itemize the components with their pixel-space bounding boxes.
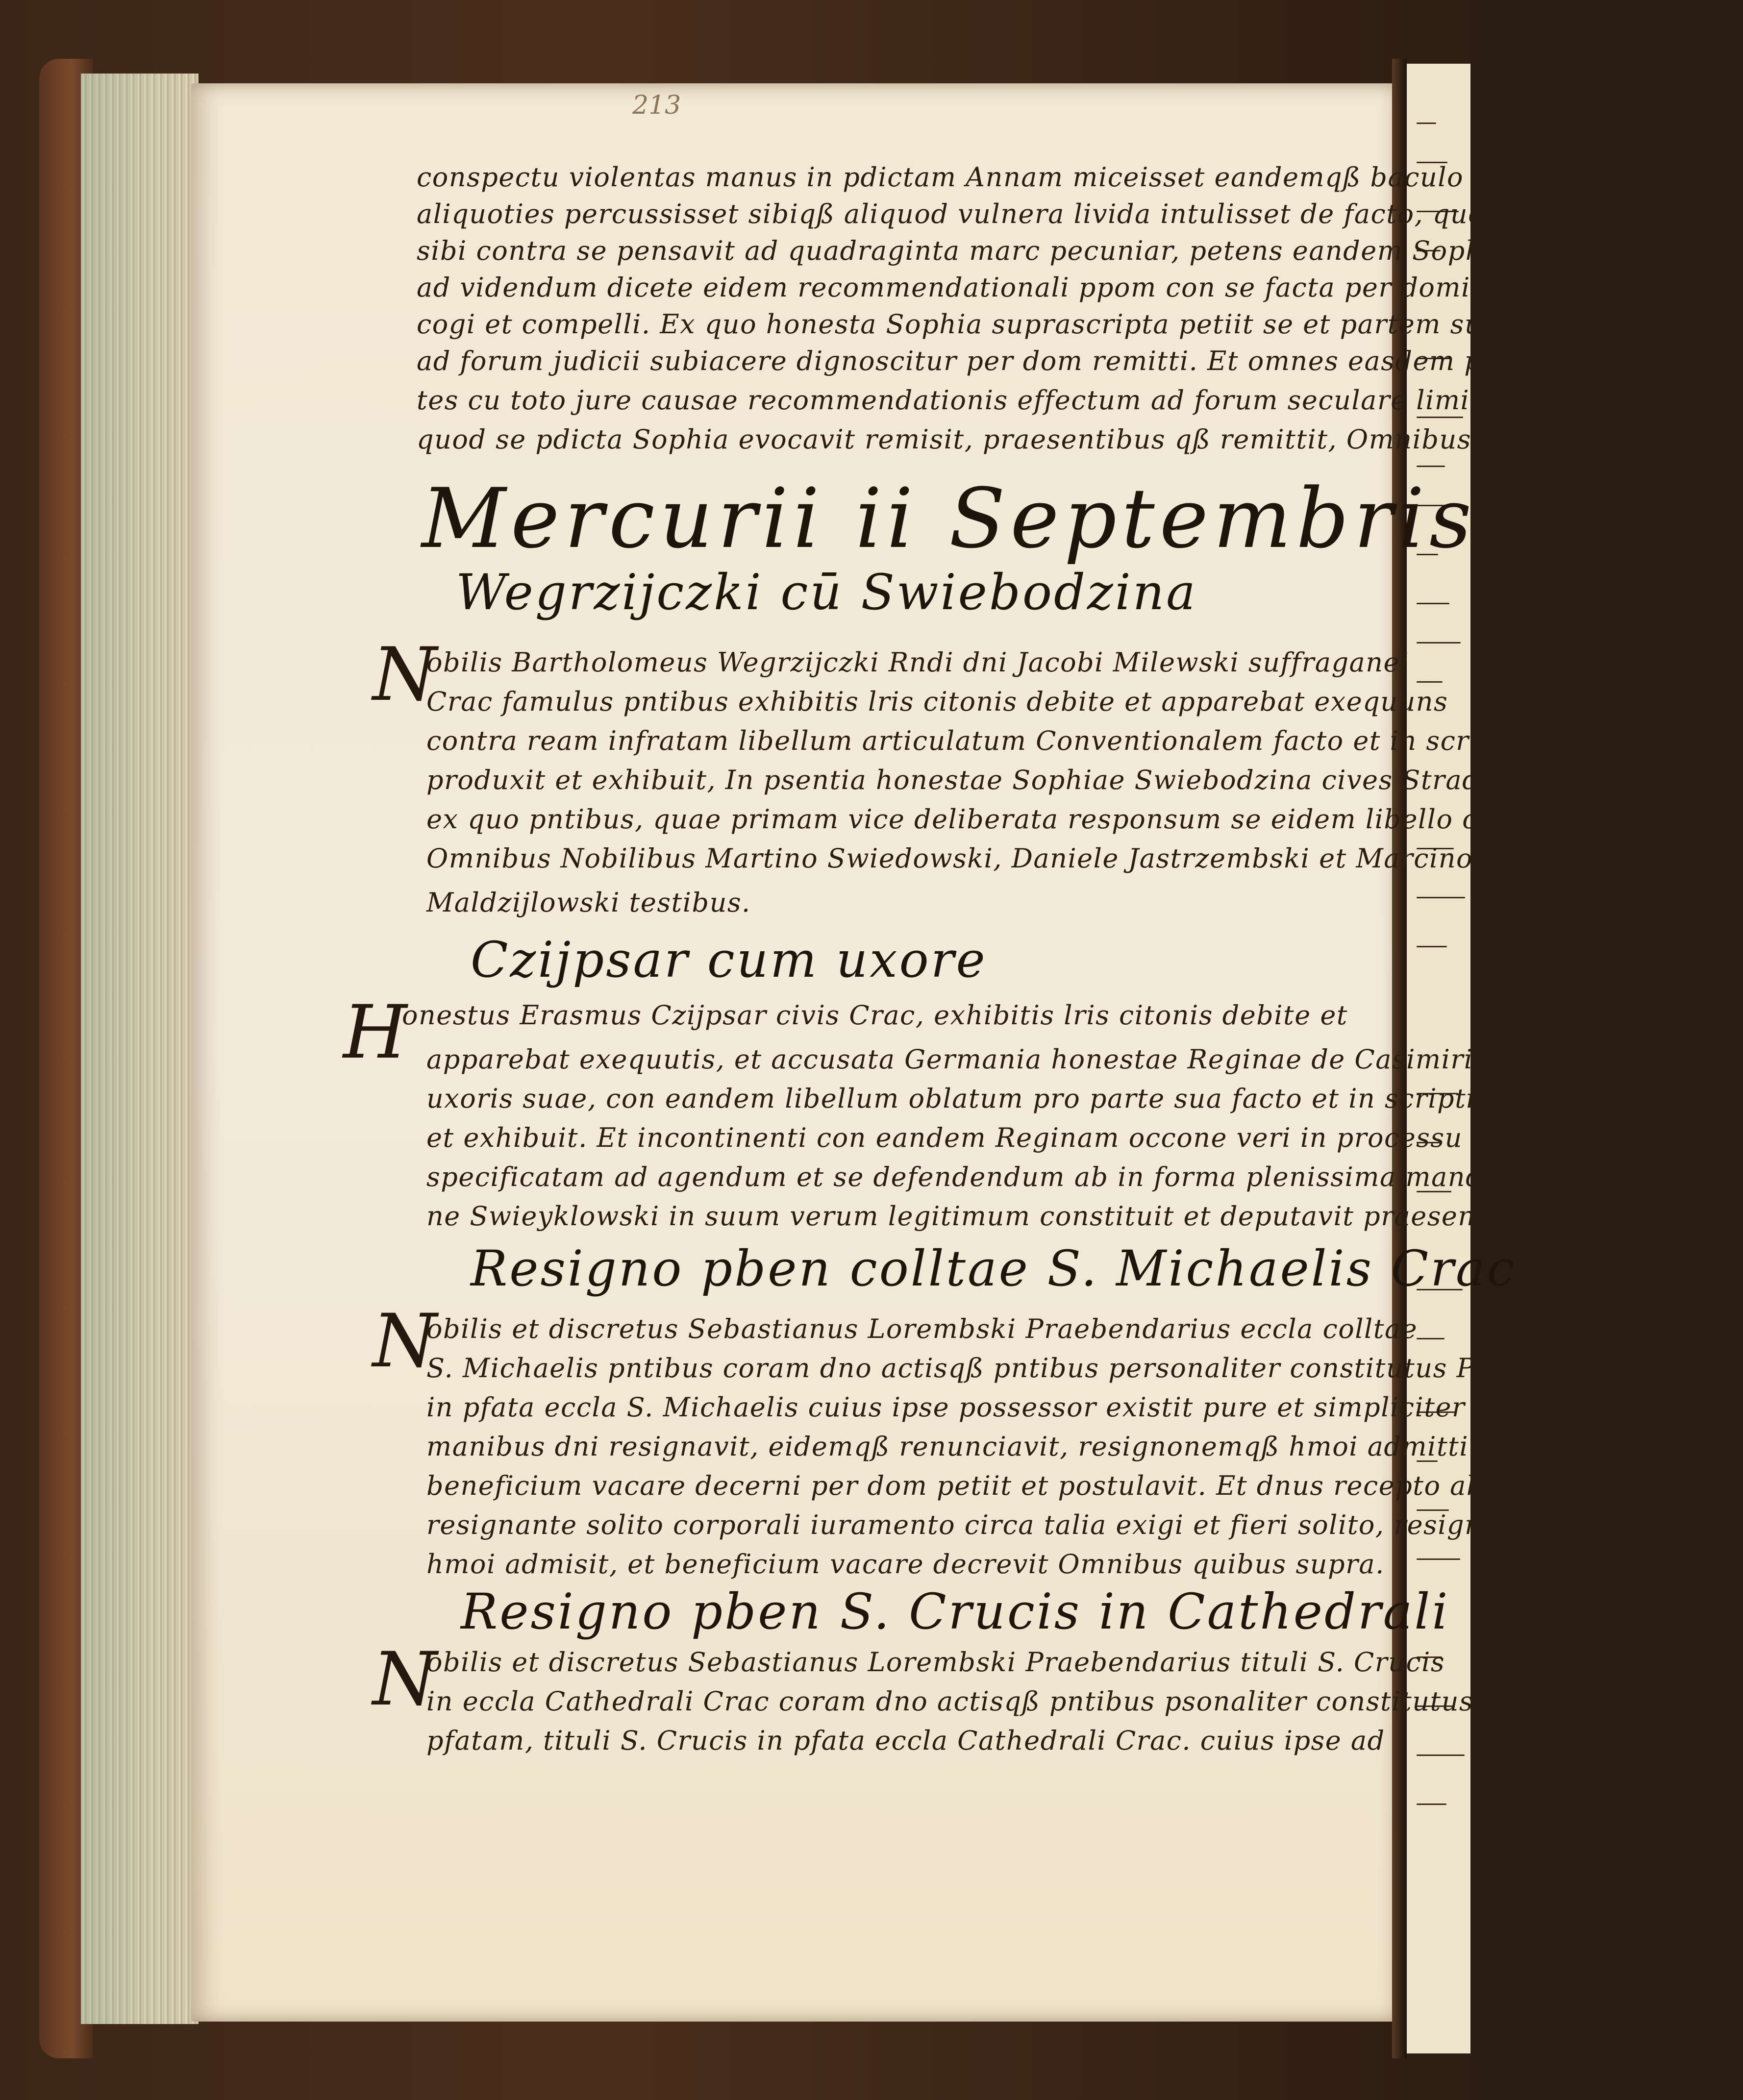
facing-page-script-stroke [1417, 642, 1466, 653]
text-line: uxoris suae, con eandem libellum oblatum pro parte sua facto et in scriptis porrexit [426, 1083, 1613, 1114]
text-line: obilis et discretus Sebastianus Lorembski Praebendarius eccla colltae [426, 1313, 1418, 1344]
entry-title: Resigno pben S. Crucis in Cathedrali [461, 1583, 1450, 1640]
text-line: ad videndum dicete eidem recommendationali ppom con se facta per dominum [417, 272, 1532, 303]
text-line: specificatam ad agendum et se defendendum ab in forma plenissima mandati nomine Simo [426, 1161, 1713, 1192]
text-line: obilis Bartholomeus Wegrzijczki Rndi dni Jacobi Milewski suffraganei [426, 647, 1409, 678]
folio-number: 213 [632, 91, 681, 120]
text-line: S. Michaelis pntibus coram dno actisqß pntibus personaliter constitutus Praebendam [426, 1353, 1634, 1384]
entry-title: Czijpsar cum uxore [471, 931, 987, 988]
text-line: conspectu violentas manus in pdictam Annam miceisset eandemqß baculo [417, 162, 1464, 193]
text-line: aliquoties percussisset sibiqß aliquod vulnera livida intulisset de facto, quod [417, 198, 1503, 229]
page-edges [81, 74, 199, 2024]
text-line: Crac famulus pntibus exhibitis lris citonis debite et apparebat exequuns [426, 686, 1448, 717]
text-line: ex quo pntibus, quae primam vice deliberata responsum se eidem libello obtulit [426, 804, 1556, 835]
entry-title: Resigno pben colltae S. Michaelis Crac [471, 1240, 1517, 1297]
facing-page-script-stroke [1417, 123, 1466, 133]
facing-page-script-stroke [1417, 1460, 1466, 1471]
text-line: cogi et compelli. Ex quo honesta Sophia suprascripta petiit se et partem sua [417, 309, 1499, 340]
text-line: resignante solito corporali iuramento circa talia exigi et fieri solito, resignonem [426, 1509, 1559, 1540]
text-line: et exhibuit. Et incontinenti con eandem Reginam occone veri in processu libelli [426, 1122, 1552, 1153]
text-line: ne Swieyklowski in suum verum legitimum constituit et deputavit praesentibus Quibus supra [426, 1201, 1743, 1232]
text-line: in eccla Cathedrali Crac coram dno actisqß pntibus psonaliter constitutus Praebendam [426, 1686, 1660, 1717]
text-line: in pfata eccla S. Michaelis cuius ipse possessor existit pure et simpliciter in [426, 1392, 1501, 1423]
facing-page-script-stroke [1417, 1804, 1466, 1814]
facing-page-script-stroke [1417, 1338, 1466, 1349]
text-line: contra ream infratam libellum articulatum Conventionalem facto et in scriptis [426, 725, 1531, 756]
text-line: apparebat exequutis, et accusata Germania honestae Reginae de Casimiria [426, 1044, 1490, 1075]
text-line: ad forum judicii subiacere dignoscitur per dom remitti. Et omnes easdem par [417, 346, 1512, 376]
text-line: beneficium vacare decerni per dom petiit et postulavit. Et dnus recepto ab eodem [426, 1470, 1587, 1501]
text-line: produxit et exhibuit, In psentia honestae Sophiae Swiebodzina cives Stradomien [426, 765, 1566, 795]
text-line: manibus dni resignavit, eidemqß renunciavit, resignonemqß hmoi admitti et [426, 1431, 1506, 1462]
facing-page-script-stroke [1417, 603, 1466, 614]
facing-page-script-stroke [1417, 1754, 1466, 1765]
initial-letter: N [373, 632, 437, 717]
initial-letter: H [343, 990, 407, 1075]
text-line: quod se pdicta Sophia evocavit remisit, praesentibus qß remittit, Omnibus quibus supra [417, 424, 1664, 455]
date-heading: Mercurii ii Septembris [422, 470, 1477, 567]
text-line: pfatam, tituli S. Crucis in pfata eccla Cathedrali Crac. cuius ipse ad [426, 1725, 1385, 1756]
facing-page-script-stroke [1417, 897, 1466, 908]
manuscript-text [343, 0, 1743, 2100]
text-line: Omnibus Nobilibus Martino Swiedowski, Daniele Jastrzembski et Marcino [426, 843, 1473, 874]
entry-title: Wegrzijczki cū Swiebodzina [456, 564, 1197, 621]
facing-page-script-stroke [1417, 946, 1466, 957]
text-line: hmoi admisit, et beneficium vacare decrevit Omnibus quibus supra. [426, 1549, 1385, 1580]
text-line: tes cu toto jure causae recommendationis effectum ad forum seculare limite ac [417, 385, 1539, 416]
initial-letter: N [373, 1637, 437, 1722]
text-line: Maldzijlowski testibus. [426, 887, 751, 918]
text-line: obilis et discretus Sebastianus Lorembski Praebendarius tituli S. Crucis [426, 1647, 1445, 1678]
facing-page-script-stroke [1417, 1191, 1466, 1202]
facing-page-script-stroke [1417, 1558, 1466, 1569]
text-line: onestus Erasmus Czijpsar civis Crac, exhibitis lris citonis debite et [402, 1000, 1348, 1031]
text-line: sibi contra se pensavit ad quadraginta marc pecuniar, petens eandem Sophia [417, 235, 1509, 266]
initial-letter: N [373, 1299, 437, 1384]
